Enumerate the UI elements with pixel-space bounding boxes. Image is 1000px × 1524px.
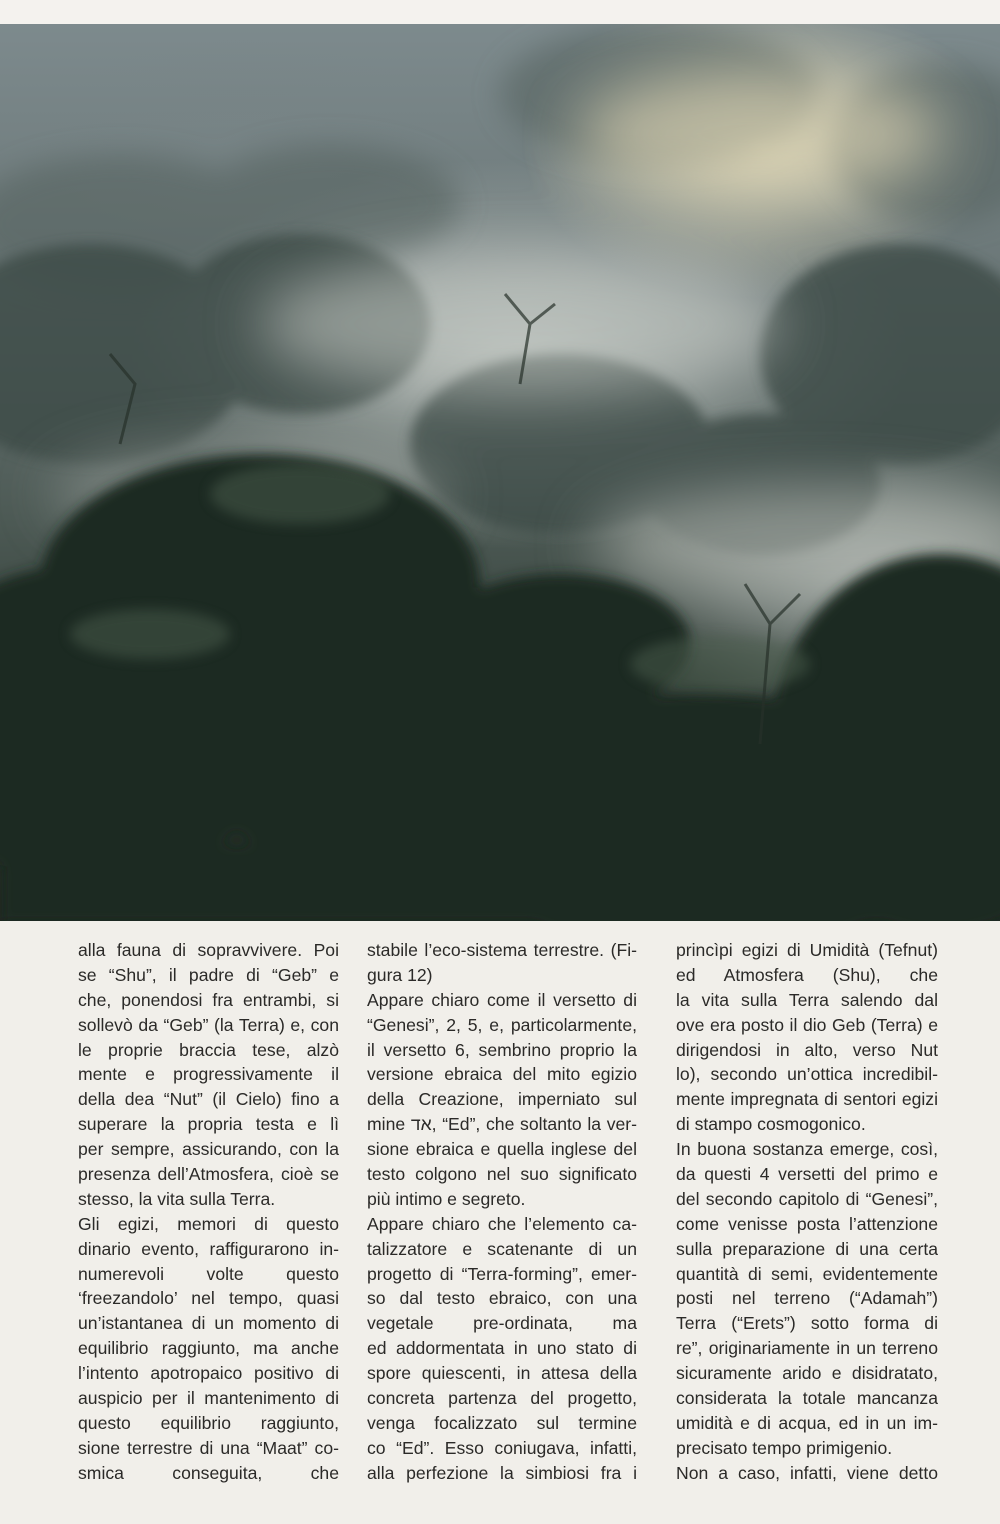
text-line: della dea “Nut” (il Cielo) fino a [78, 1089, 339, 1110]
text-line: re”, originariamente in un terreno [676, 1338, 938, 1359]
text-line: considerata la totale mancanza [676, 1388, 938, 1409]
text-line: per sempre, assicurando, con la [78, 1139, 339, 1160]
text-line: ove era posto il dio Geb (Terra) e [676, 1014, 938, 1035]
text-line: concreta partenza del progetto, [367, 1388, 637, 1409]
text-line: mente impregnata di sentori egizi [676, 1089, 938, 1110]
text-line: testo colgono nel suo significato [367, 1164, 637, 1185]
text-line: del secondo capitolo di “Genesi”, [676, 1188, 938, 1209]
text-line: so dal testo ebraico, con una [367, 1288, 637, 1309]
text-line: superare la propria testa e lì [78, 1114, 339, 1135]
text-line: che, ponendosi fra entrambi, si [78, 989, 339, 1010]
text-line: precisato tempo primigenio. [676, 1437, 893, 1458]
text-line: lo), secondo un’ottica incredibil- [676, 1064, 938, 1085]
text-line: presenza dell’Atmosfera, cioè se [78, 1164, 339, 1185]
text-line: In buona sostanza emerge, così, [676, 1139, 938, 1160]
forest-photo [0, 24, 1000, 921]
text-line: sicuramente arido e disidratato, [676, 1363, 938, 1384]
text-line: sulla preparazione di una certa [676, 1238, 938, 1259]
text-line: sollevò da “Geb” (la Terra) e, con [78, 1014, 339, 1035]
text-line: smica conseguita, che [78, 1462, 339, 1483]
text-line: spore quiescenti, in attesa della [367, 1363, 637, 1384]
text-line: da questi 4 versetti del primo e [676, 1164, 938, 1185]
text-line: venga focalizzato sul termine [367, 1412, 637, 1433]
text-line: talizzatore e scatenante di un [367, 1238, 637, 1259]
text-line: un’istantanea di un momento di [78, 1313, 339, 1334]
text-line: alla perfezione la simbiosi fra i [367, 1462, 637, 1483]
text-line: numerevoli volte questo [78, 1263, 339, 1284]
text-line: il versetto 6, sembrino proprio la [367, 1039, 637, 1060]
text-line: ed Atmosfera (Shu), che [676, 964, 938, 985]
text-line: “Genesi”, 2, 5, e, particolarmente, [367, 1014, 637, 1035]
text-column-2 [367, 938, 637, 1486]
text-column-3 [676, 938, 938, 1486]
text-line: versione ebraica del mito egizio [367, 1064, 637, 1085]
text-line: auspicio per il mantenimento di [78, 1388, 339, 1409]
text-line: le proprie braccia tese, alzò [78, 1039, 339, 1060]
text-line: stesso, la vita sulla Terra. [78, 1188, 276, 1209]
text-line: la vita sulla Terra salendo dal [676, 989, 938, 1010]
text-line: Terra (“Erets”) sotto forma di [676, 1313, 938, 1334]
text-line: della Creazione, imperniato sul [367, 1089, 637, 1110]
text-line: ed addormentata in uno stato di [367, 1338, 637, 1359]
text-line: alla fauna di sopravvivere. Poi [78, 940, 339, 960]
text-line: dirigendosi in alto, verso Nut [676, 1039, 938, 1060]
text-line: umidità e di acqua, ed in un im- [676, 1412, 938, 1433]
text-line: equilibrio raggiunto, ma anche [78, 1338, 339, 1359]
text-line: Gli egizi, memori di questo [78, 1213, 339, 1234]
text-line: Non a caso, infatti, viene detto [676, 1462, 938, 1483]
text-line: dinario evento, raffigurarono in- [78, 1238, 339, 1259]
text-line: Appare chiaro che l’elemento ca- [367, 1213, 637, 1234]
text-line: come venisse posta l’attenzione [676, 1213, 938, 1234]
text-line: sione terrestre di una “Maat” co- [78, 1437, 339, 1458]
text-column-1 [78, 938, 339, 1486]
text-line: co “Ed”. Esso coniugava, infatti, [367, 1437, 637, 1458]
text-line: princìpi egizi di Umidità (Tefnut) [676, 940, 938, 960]
text-line: progetto di “Terra-forming”, emer- [367, 1263, 637, 1284]
text-line: Appare chiaro come il versetto di [367, 989, 637, 1010]
text-line: posti nel terreno (“Adamah”) [676, 1288, 938, 1309]
article-columns [0, 938, 1000, 1524]
text-line: quantità di semi, evidentemente [676, 1263, 938, 1284]
text-line: se “Shu”, il padre di “Geb” e [78, 964, 339, 985]
text-line: vegetale pre-ordinata, ma [367, 1313, 637, 1334]
page-top-margin [0, 0, 1000, 24]
text-line: di stampo cosmogonico. [676, 1114, 866, 1135]
text-line: sione ebraica e quella inglese del [367, 1139, 637, 1160]
text-line: ‘freezandolo’ nel tempo, quasi [78, 1288, 339, 1309]
text-line: più intimo e segreto. [367, 1188, 526, 1209]
text-line: stabile l’eco-sistema terrestre. (Fi- [367, 940, 637, 960]
text-line: mente e progressivamente il [78, 1064, 339, 1085]
text-line: mine אד, “Ed”, che soltanto la ver- [367, 1114, 637, 1135]
text-line: questo equilibrio raggiunto, [78, 1412, 339, 1433]
text-line: l’intento apotropaico positivo di [78, 1363, 339, 1384]
forest-canopy-illustration [0, 24, 1000, 921]
text-line: gura 12) [367, 964, 433, 985]
